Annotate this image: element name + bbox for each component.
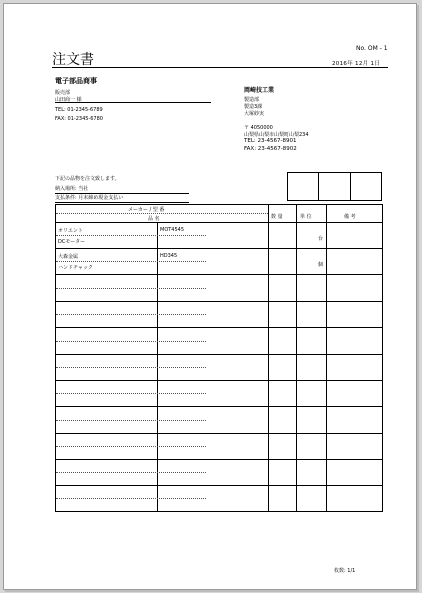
payment-terms: 支払条件: 月末締め現金支払い bbox=[55, 195, 124, 201]
row-dotted-2 bbox=[56, 261, 206, 262]
header-bottom-line bbox=[56, 222, 382, 223]
row-line-2 bbox=[56, 274, 382, 275]
row-dotted-7 bbox=[56, 393, 206, 394]
document-title: 注文書 bbox=[52, 52, 94, 68]
row-line-9 bbox=[56, 459, 382, 460]
header-dotted-line bbox=[56, 213, 268, 214]
stamp-box-1 bbox=[288, 173, 319, 200]
row-dotted-1 bbox=[56, 235, 206, 236]
sender-address: 山梨県山梨市山梨町山梨234 bbox=[244, 132, 309, 138]
row-line-3 bbox=[56, 301, 382, 302]
header-unit: 単 位 bbox=[300, 214, 312, 220]
col-divider-unit bbox=[296, 205, 297, 511]
payment-underline bbox=[55, 202, 189, 203]
customer-person: 山田商一 様 bbox=[55, 97, 82, 103]
title-underline bbox=[52, 67, 388, 68]
item-1-maker: オリエント bbox=[58, 228, 83, 234]
item-2-unit: 個 bbox=[318, 262, 324, 268]
sender-dept1: 製造部 bbox=[244, 97, 260, 103]
row-dotted-3 bbox=[56, 288, 206, 289]
row-dotted-11 bbox=[56, 498, 206, 499]
sender-company: 岡崎技工業 bbox=[244, 87, 275, 94]
item-1-unit: 台 bbox=[318, 236, 324, 242]
row-line-8 bbox=[56, 433, 382, 434]
customer-fax: FAX: 01-2345-6780 bbox=[55, 116, 103, 122]
header-quantity: 数 量 bbox=[271, 214, 283, 220]
order-document bbox=[3, 3, 417, 590]
row-dotted-4 bbox=[56, 314, 206, 315]
col-divider-qty bbox=[268, 205, 269, 511]
document-number: No. OM - 1 bbox=[356, 45, 388, 52]
item-1-name: DCモーター bbox=[58, 239, 86, 245]
row-dotted-10 bbox=[56, 472, 206, 473]
stamp-box-3 bbox=[351, 173, 381, 200]
item-1-model: MOT4545 bbox=[160, 227, 185, 233]
order-items-table bbox=[55, 204, 383, 512]
sender-person: 大塚紗実 bbox=[244, 111, 265, 117]
row-line-7 bbox=[56, 406, 382, 407]
row-line-5 bbox=[56, 354, 382, 355]
delivery-place: 納入場所: 当社 bbox=[55, 186, 89, 192]
sender-zip: 〒 4050000 bbox=[244, 125, 273, 131]
row-dotted-6 bbox=[56, 367, 206, 368]
sender-dept2: 製造3課 bbox=[244, 104, 263, 110]
row-dotted-9 bbox=[56, 446, 206, 447]
row-dotted-8 bbox=[56, 420, 206, 421]
col-divider-remarks bbox=[326, 205, 327, 511]
header-item-name: 品 名 bbox=[148, 216, 160, 222]
item-2-maker: 大森金属 bbox=[58, 254, 79, 260]
document-date: 2016年 12月 1日 bbox=[332, 61, 381, 67]
customer-company: 電子部品商事 bbox=[55, 77, 97, 85]
customer-underline bbox=[55, 102, 211, 103]
page-count: 枚数: 1/1 bbox=[334, 568, 356, 574]
row-dotted-5 bbox=[56, 341, 206, 342]
customer-dept: 販売部 bbox=[55, 90, 71, 96]
row-line-6 bbox=[56, 380, 382, 381]
sender-tel: TEL: 23-4567-8901 bbox=[244, 138, 297, 144]
stamp-box-2 bbox=[319, 173, 350, 200]
customer-tel: TEL: 01-2345-6789 bbox=[55, 107, 103, 113]
order-intro: 下記の品物を注文致します。 bbox=[55, 176, 120, 182]
header-maker-model: メーカー / 型 番 bbox=[128, 207, 165, 213]
sender-fax: FAX: 23-4567-8902 bbox=[244, 146, 297, 152]
item-2-model: HD345 bbox=[160, 253, 178, 259]
approval-stamp-boxes bbox=[287, 172, 382, 201]
row-line-4 bbox=[56, 327, 382, 328]
row-line-1 bbox=[56, 248, 382, 249]
row-line-10 bbox=[56, 485, 382, 486]
item-2-name: ハンドチャック bbox=[58, 265, 93, 271]
header-remarks: 備 考 bbox=[344, 214, 356, 220]
